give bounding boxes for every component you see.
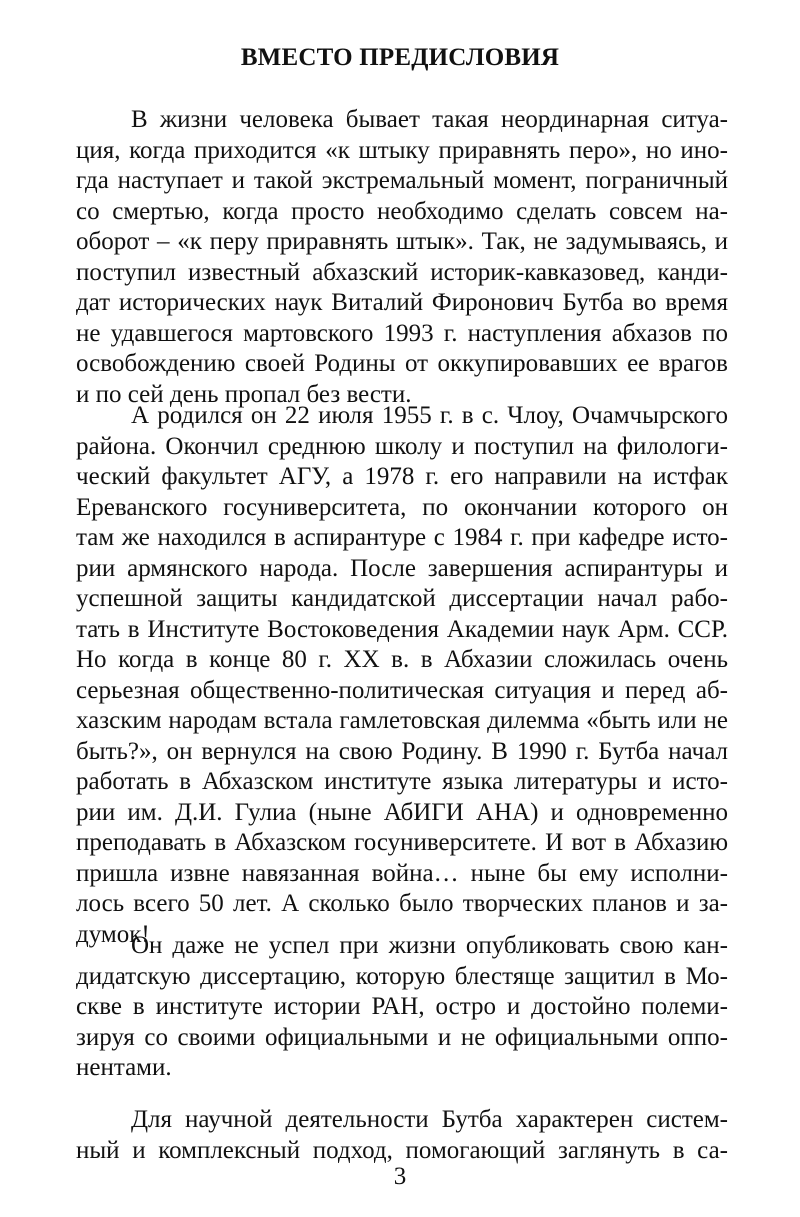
- text-line: Ереванского госуниверситета, по окончании которого он: [76, 493, 728, 521]
- text-line: Но когда в конце 80 г. ХХ в. в Абхазии сложилась очень: [76, 646, 728, 673]
- text-line: дидатскую диссертацию, которую блестяще защитил в Мо-: [76, 962, 728, 990]
- text-line: хазским народам встала гамлетовская дилемма «быть или не: [76, 707, 728, 734]
- text-line: ный и комплексный подход, помогающий заглянуть в са-: [76, 1136, 728, 1164]
- text-line: там же находился в аспирантуре с 1984 г. при кафедре исто-: [76, 524, 728, 551]
- text-line: оборот – «к перу приравнять штык». Так, не задумываясь, и: [76, 228, 728, 255]
- text-line: рии им. Д.И. Гулиа (ныне АбИГИ АНА) и одновременно: [76, 798, 728, 826]
- text-line: и по сей день пропал без вести.: [76, 380, 412, 408]
- text-line: ция, когда приходится «к штыку приравнять перо», но ино-: [76, 136, 728, 164]
- paragraph-3: [76, 931, 728, 1084]
- text-line: преподавать в Абхазском госуниверситете. И вот в Абхазию: [76, 829, 728, 856]
- text-line: В жизни человека бывает такая неординарная ситуа-: [131, 106, 728, 133]
- page-number: 3: [393, 1163, 407, 1190]
- paragraph-2: [76, 401, 728, 950]
- text-line: нентами.: [76, 1054, 172, 1081]
- text-line: успешной защиты кандидатской диссертации начал рабо-: [76, 585, 728, 612]
- text-line: лось всего 50 лет. А сколько было творческих планов и за-: [76, 890, 728, 917]
- text-line: дат исторических наук Виталий Фиронович Бутба во время: [76, 289, 728, 316]
- text-line: не удавшегося мартовского 1993 г. наступления абхазов по: [76, 319, 728, 347]
- text-line: пришла извне навязанная война… ныне бы ему исполни-: [76, 859, 728, 887]
- text-line: ческий факультет АГУ, а 1978 г. его направили на истфак: [76, 463, 728, 490]
- text-line: тать в Институте Востоковедения Академии наук Арм. ССР.: [76, 615, 728, 643]
- text-line: гда наступает и такой экстремальный момент, пограничный: [76, 167, 728, 194]
- page-title: ВМЕСТО ПРЕДИСЛОВИЯ: [240, 44, 560, 71]
- text-line: зируя со своими официальными и не официальными оппо-: [76, 1023, 728, 1051]
- text-line: поступил известный абхазский историк-кавказовед, канди-: [76, 258, 728, 286]
- text-line: работать в Абхазском институте языка литературы и исто-: [76, 768, 728, 795]
- text-line: Для научной деятельности Бутба характерен систем-: [131, 1106, 728, 1133]
- text-line: района. Окончил среднюю школу и поступил на филологи-: [76, 432, 728, 460]
- text-line: А родился он 22 июля 1955 г. в с. Члоу, Очамчырского: [131, 402, 728, 429]
- paragraph-1: [76, 105, 728, 410]
- text-line: думок!: [76, 920, 150, 948]
- text-line: серьезная общественно-политическая ситуация и перед аб-: [76, 676, 728, 704]
- text-line: освобождению своей Родины от оккупировавших ее врагов: [76, 350, 728, 377]
- text-line: рии армянского народа. После завершения аспирантуры и: [76, 554, 728, 582]
- text-line: со смертью, когда просто необходимо сделать совсем на-: [76, 197, 728, 225]
- text-line: скве в институте истории РАН, остро и достойно полеми-: [76, 993, 728, 1020]
- text-line: Он даже не успел при жизни опубликовать свою кан-: [131, 932, 728, 959]
- paragraph-4: [76, 1105, 728, 1166]
- text-line: быть?», он вернулся на свою Родину. В 1990 г. Бутба начал: [76, 737, 728, 765]
